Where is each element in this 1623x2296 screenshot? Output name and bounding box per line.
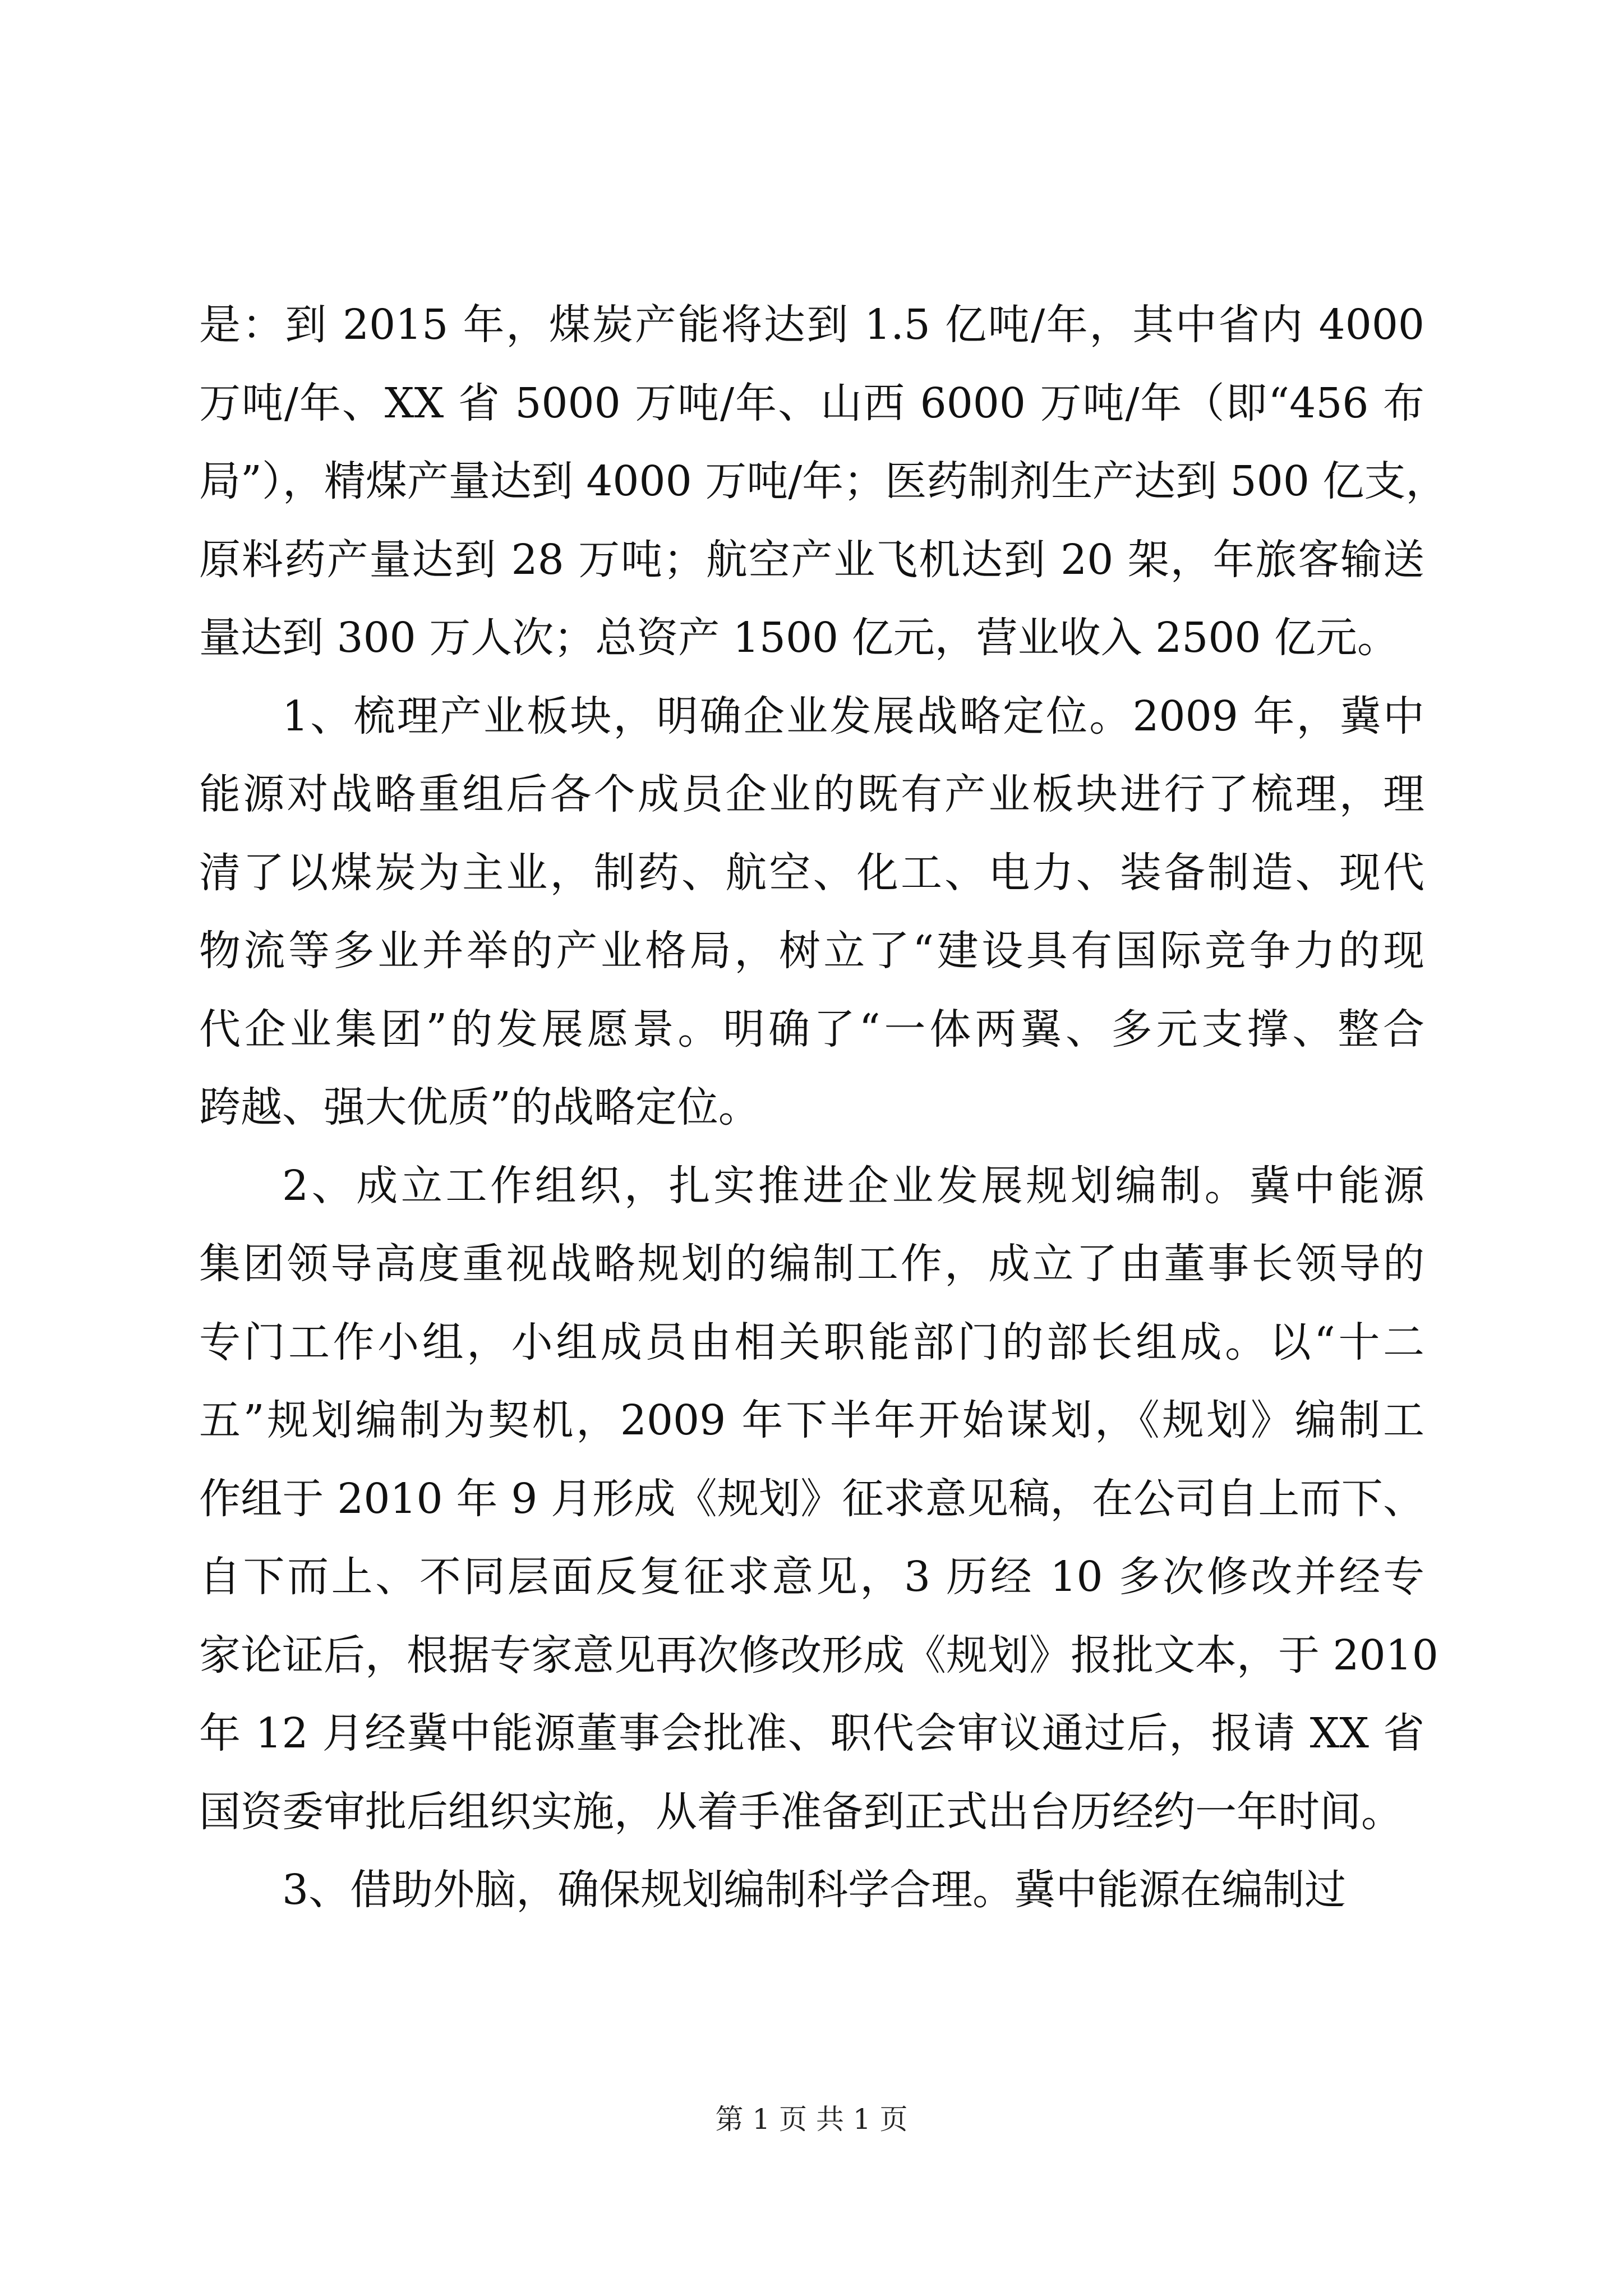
text-line: 家论证后，根据专家意见再次修改形成《规划》报批文本，于 2010 bbox=[199, 1631, 1438, 1680]
paragraph-first-line: 1、梳理产业板块，明确企业发展战略定位。2009 年，冀中 bbox=[282, 692, 1424, 740]
text-line: 物流等多业并举的产业格局，树立了“建设具有国际竞争力的现 bbox=[199, 927, 1424, 975]
text-line: 自下而上、不同层面反复征求意见，3 历经 10 多次修改并经专 bbox=[199, 1553, 1424, 1601]
text-line: 局”），精煤产量达到 4000 万吨/年；医药制剂生产达到 500 亿支， bbox=[199, 457, 1447, 505]
text-line: 能源对战略重组后各个成员企业的既有产业板块进行了梳理，理 bbox=[199, 770, 1424, 818]
text-line: 年 12 月经冀中能源董事会批准、职代会审议通过后，报请 XX 省 bbox=[199, 1709, 1424, 1757]
page-footer: 第 1 页 共 1 页 bbox=[715, 2103, 908, 2136]
paragraph-first-line: 2、成立工作组织，扎实推进企业发展规划编制。冀中能源 bbox=[282, 1161, 1424, 1210]
document-body bbox=[199, 286, 1447, 1930]
text-line: 集团领导高度重视战略规划的编制工作，成立了由董事长领导的 bbox=[199, 1240, 1424, 1288]
text-line: 跨越、强大优质”的战略定位。 bbox=[199, 1083, 760, 1131]
text-line: 五”规划编制为契机，2009 年下半年开始谋划，《规划》编制工 bbox=[199, 1396, 1424, 1444]
text-line: 作组于 2010 年 9 月形成《规划》征求意见稿，在公司自上而下、 bbox=[199, 1474, 1424, 1523]
text-line: 原料药产量达到 28 万吨；航空产业飞机达到 20 架，年旅客输送 bbox=[199, 535, 1424, 584]
text-line: 量达到 300 万人次；总资产 1500 亿元，营业收入 2500 亿元。 bbox=[199, 614, 1399, 662]
text-line: 是：到 2015 年，煤炭产能将达到 1.5 亿吨/年，其中省内 4000 bbox=[199, 301, 1424, 349]
text-line: 清了以煤炭为主业，制药、航空、化工、电力、装备制造、现代 bbox=[199, 848, 1424, 897]
text-line: 代企业集团”的发展愿景。明确了“一体两翼、多元支撑、整合 bbox=[199, 1005, 1424, 1053]
text-line: 国资委审批后组织实施，从着手准备到正式出台历经约一年时间。 bbox=[199, 1787, 1403, 1836]
paragraph-first-line: 3、借助外脑，确保规划编制科学合理。冀中能源在编制过 bbox=[282, 1866, 1347, 1914]
text-line: 专门工作小组，小组成员由相关职能部门的部长组成。以“十二 bbox=[199, 1318, 1424, 1366]
text-line: 万吨/年、XX 省 5000 万吨/年、山西 6000 万吨/年（即“456 布 bbox=[199, 379, 1424, 427]
